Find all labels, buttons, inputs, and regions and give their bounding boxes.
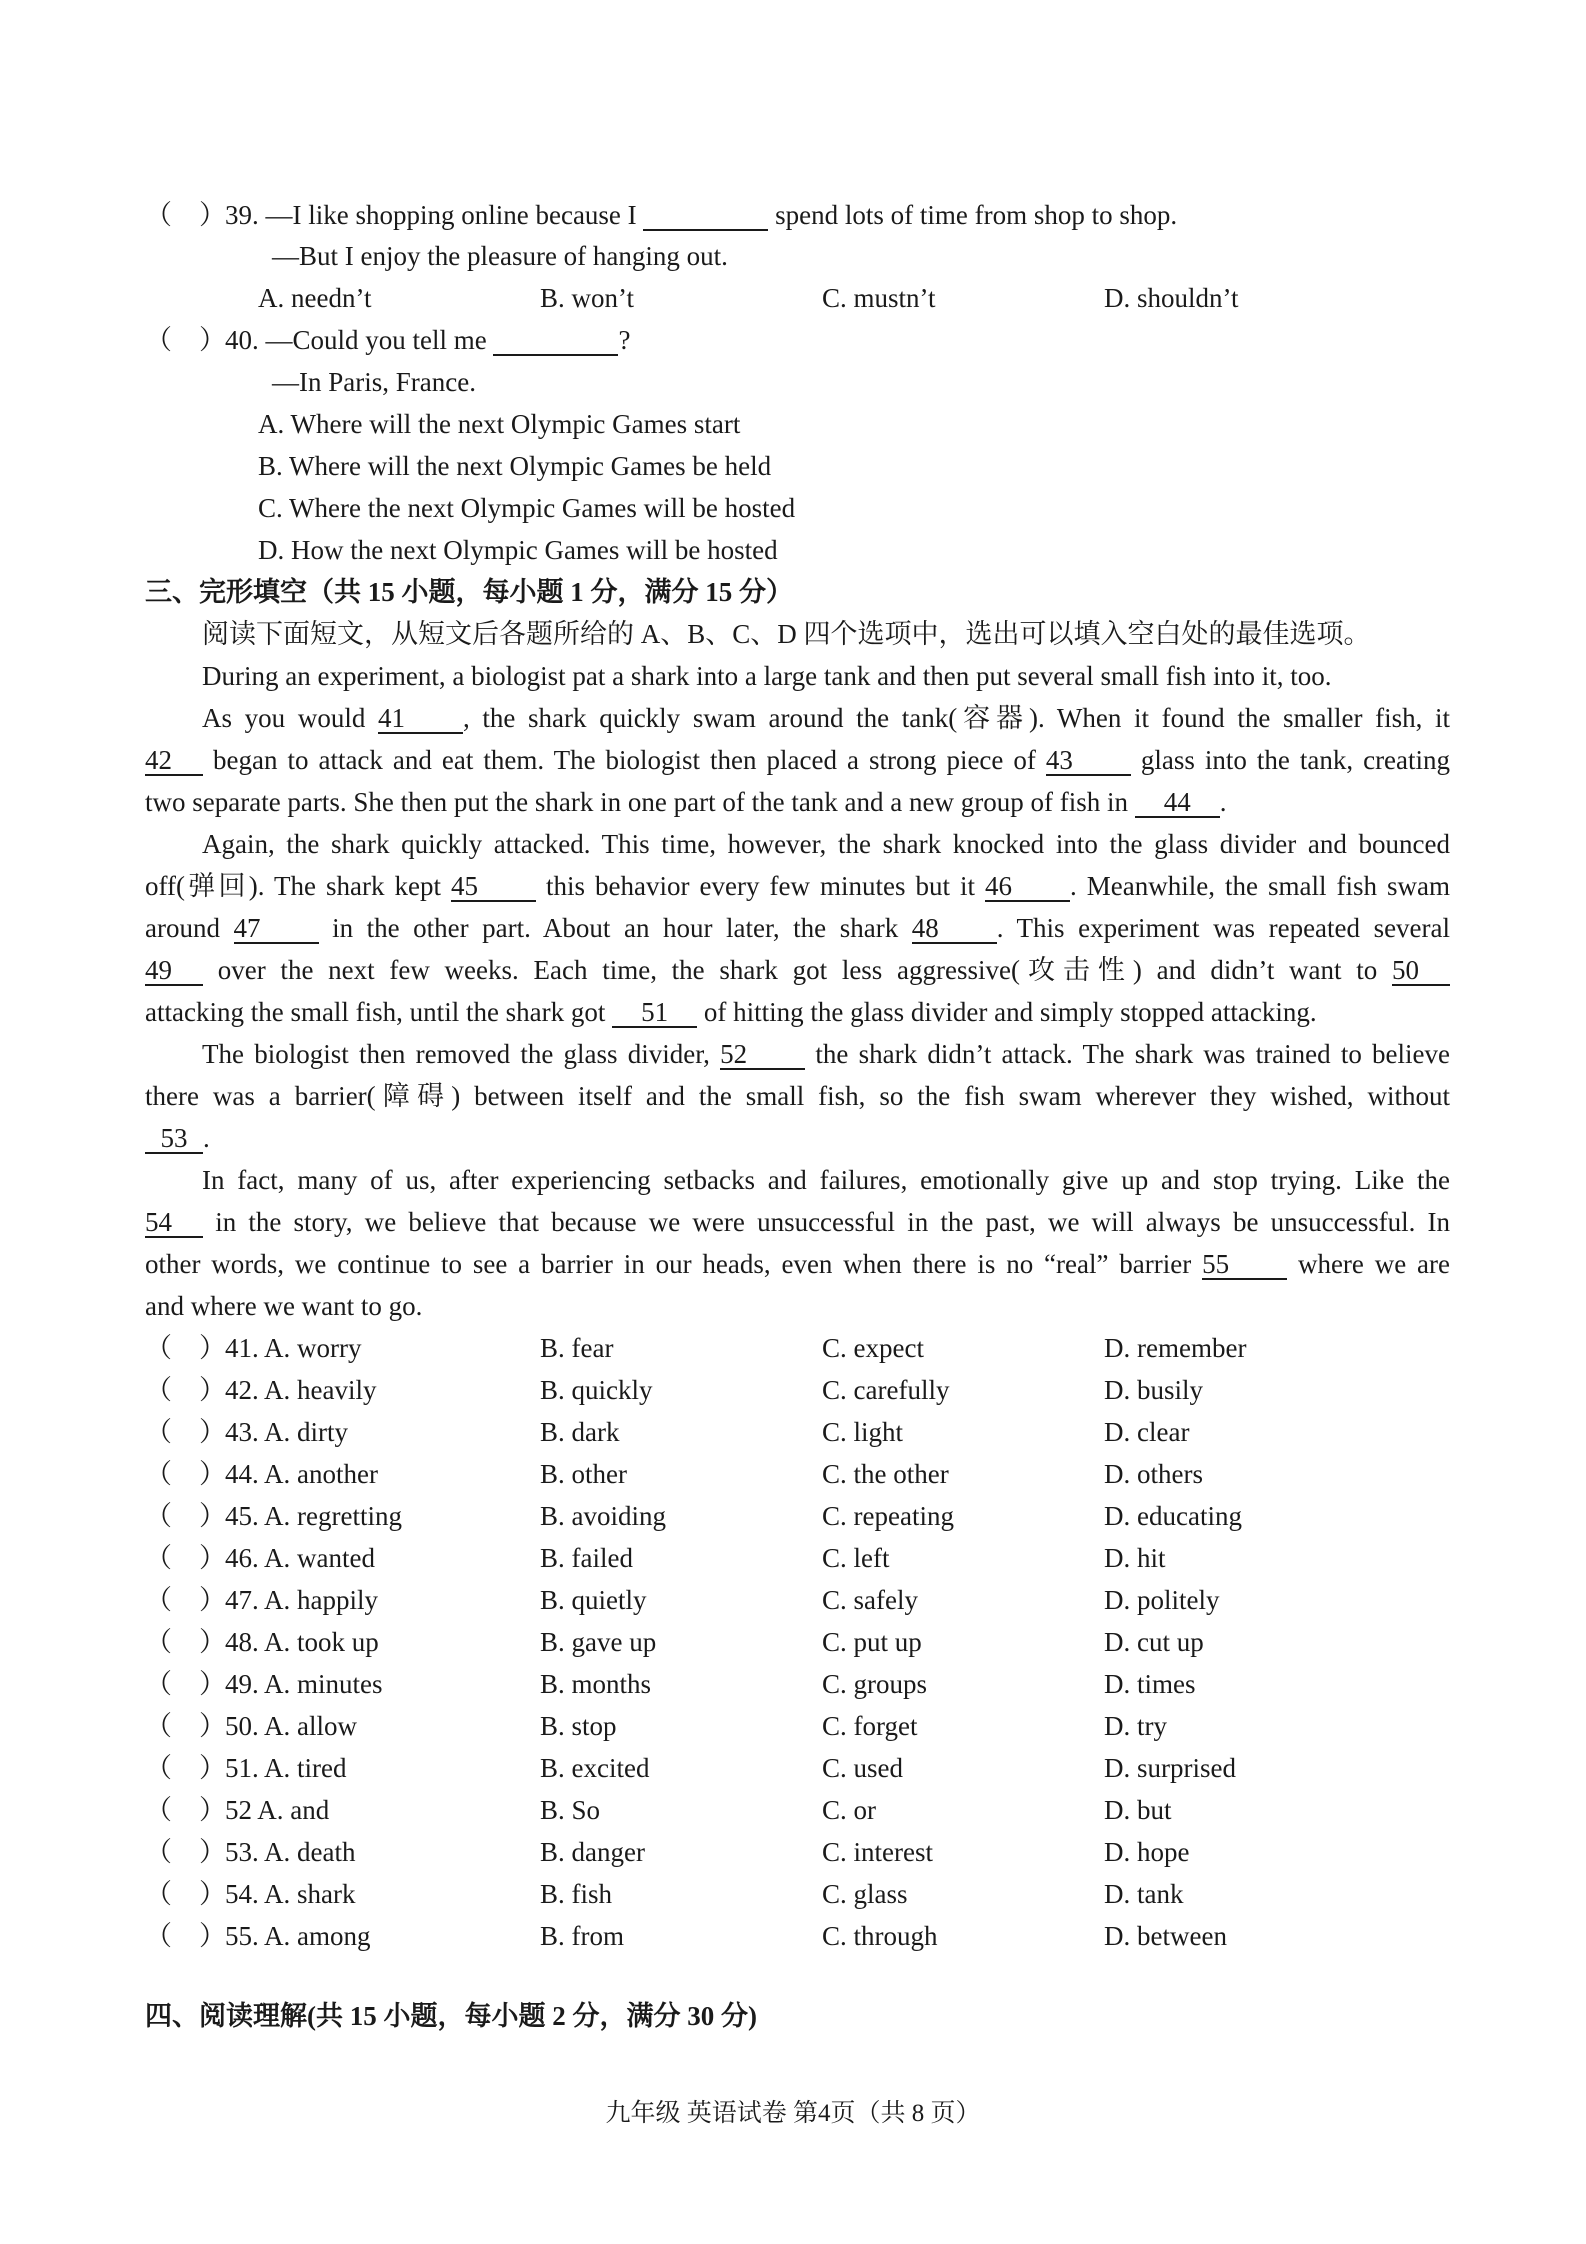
- option-d: D. try: [1104, 1711, 1167, 1741]
- passage-text: .: [203, 1123, 210, 1153]
- option-b: B. fear: [540, 1333, 614, 1363]
- option-a: 42. A. heavily: [225, 1375, 377, 1405]
- question-39-reply: —But I enjoy the pleasure of hanging out.: [272, 241, 728, 271]
- answer-bracket[interactable]: （ ）: [145, 1879, 226, 1909]
- option-d: D. shouldn’t: [1104, 283, 1239, 313]
- question-number-option-a: [145, 1920, 371, 1952]
- option-b: B. won’t: [540, 283, 635, 313]
- question-stem: 39. —I like shopping online because I: [225, 200, 637, 230]
- blank-52[interactable]: 52: [720, 1040, 805, 1070]
- option-b: B. So: [540, 1795, 601, 1825]
- blank-53[interactable]: 53: [145, 1124, 203, 1154]
- blank-43[interactable]: 43: [1046, 746, 1131, 776]
- question-mark: ?: [618, 325, 631, 355]
- question-number-option-a: [145, 1416, 348, 1448]
- option-a: 54. A. shark: [225, 1879, 356, 1909]
- passage-text: the shark didn’t attack. The shark was trained to believe: [815, 1039, 1451, 1069]
- option-b: B. gave up: [540, 1627, 657, 1657]
- option-d: D. between: [1104, 1921, 1227, 1951]
- option-a: 49. A. minutes: [225, 1669, 383, 1699]
- option-c: C. used: [822, 1753, 903, 1783]
- blank-48[interactable]: 48: [912, 914, 997, 944]
- passage-line: there was a barrier(障碍) between itself and the small fish, so the fish swam wherever they wished, without: [145, 1081, 1450, 1111]
- blank-54[interactable]: 54: [145, 1208, 203, 1238]
- option-c: C. Where the next Olympic Games will be hosted: [258, 493, 796, 523]
- page-footer: 九年级 英语试卷 第4页（共 8 页）: [605, 2100, 981, 2127]
- question-number-option-a: [145, 1374, 376, 1406]
- answer-bracket[interactable]: （ ）: [145, 1585, 226, 1615]
- question-number-option-a: [145, 1752, 347, 1784]
- question-stem: 40. —Could you tell me: [225, 325, 487, 355]
- passage-text: other words, we continue to see a barrier in our heads, even when there is no “real” barrier: [145, 1249, 1192, 1279]
- option-c: C. groups: [822, 1669, 928, 1699]
- option-d: D. times: [1104, 1669, 1196, 1699]
- option-d: D. tank: [1104, 1879, 1184, 1909]
- answer-bracket[interactable]: （ ）: [145, 1753, 226, 1783]
- option-b: B. quickly: [540, 1375, 653, 1405]
- question-number-option-a: [145, 1878, 356, 1910]
- passage-text: . Meanwhile, the small fish swam: [1070, 871, 1451, 901]
- answer-bracket[interactable]: （ ）: [145, 200, 226, 230]
- option-d: D. politely: [1104, 1585, 1220, 1615]
- question-number-option-a: [145, 1668, 383, 1700]
- passage-text: off(弹回). The shark kept: [145, 871, 441, 901]
- option-a: 53. A. death: [225, 1837, 356, 1867]
- option-c: C. mustn’t: [822, 283, 936, 313]
- answer-bracket[interactable]: （ ）: [145, 1375, 226, 1405]
- option-a: 43. A. dirty: [225, 1417, 349, 1447]
- option-d: D. busily: [1104, 1375, 1204, 1405]
- blank-49[interactable]: 49: [145, 956, 203, 986]
- passage-text: , the shark quickly swam around the tank(容器). When it found the smaller fish, it: [463, 703, 1451, 733]
- passage-text: over the next few weeks. Each time, the shark got less aggressive(攻击性) and didn’t want to: [217, 955, 1378, 985]
- question-stem-rest: spend lots of time from shop to shop.: [775, 200, 1178, 230]
- blank-41[interactable]: 41: [378, 704, 463, 734]
- option-a: 55. A. among: [225, 1921, 371, 1951]
- option-d: D. educating: [1104, 1501, 1242, 1531]
- answer-bracket[interactable]: （ ）: [145, 1837, 226, 1867]
- answer-bracket[interactable]: （ ）: [145, 1543, 226, 1573]
- option-b: B. danger: [540, 1837, 645, 1867]
- option-b: B. stop: [540, 1711, 617, 1741]
- blank-45[interactable]: 45: [451, 872, 536, 902]
- question-number-option-a: [145, 1710, 357, 1742]
- option-a: 44. A. another: [225, 1459, 378, 1489]
- option-b: B. quietly: [540, 1585, 647, 1615]
- option-d: D. clear: [1104, 1417, 1190, 1447]
- passage-text: As you would: [202, 703, 366, 733]
- passage-line: [145, 996, 1317, 1028]
- option-c: C. repeating: [822, 1501, 954, 1531]
- question-40: [145, 324, 630, 356]
- section-4-title: 四、阅读理解(共 15 小题，每小题 2 分，满分 30 分): [145, 2001, 757, 2031]
- option-c: C. expect: [822, 1333, 924, 1363]
- blank-55[interactable]: 55: [1202, 1250, 1287, 1280]
- passage-line: [202, 1038, 1450, 1070]
- passage-line: [145, 1206, 1450, 1238]
- question-number-option-a: [145, 1542, 375, 1574]
- answer-bracket[interactable]: （ ）: [145, 1459, 226, 1489]
- passage-text: in the story, we believe that because we were unsuccessful in the past, we will always be unsuccessful. In: [215, 1207, 1451, 1237]
- passage-text: two separate parts. She then put the shark in one part of the tank and a new group of fish in: [145, 787, 1128, 817]
- passage-text: began to attack and eat them. The biologist then placed a strong piece of: [213, 745, 1036, 775]
- blank-47[interactable]: 47: [234, 914, 319, 944]
- option-a: 51. A. tired: [225, 1753, 347, 1783]
- answer-bracket[interactable]: （ ）: [145, 1795, 226, 1825]
- passage-line: [202, 702, 1450, 734]
- option-a: 46. A. wanted: [225, 1543, 375, 1573]
- question-number-option-a: [145, 1836, 355, 1868]
- option-b: B. failed: [540, 1543, 633, 1573]
- question-number-option-a: [145, 1458, 378, 1490]
- passage-line: [145, 954, 1450, 986]
- passage-line: [145, 912, 1450, 944]
- question-number-option-a: [145, 1584, 378, 1616]
- answer-bracket[interactable]: （ ）: [145, 1627, 226, 1657]
- passage-text: The biologist then removed the glass divider,: [202, 1039, 710, 1069]
- passage-line: [145, 744, 1450, 776]
- question-40-reply: —In Paris, France.: [272, 367, 476, 397]
- option-d: D. but: [1104, 1795, 1172, 1825]
- passage-text: glass into the tank, creating: [1140, 745, 1451, 775]
- answer-bracket[interactable]: （ ）: [145, 1333, 226, 1363]
- option-d: D. How the next Olympic Games will be hosted: [258, 535, 778, 565]
- option-a: 48. A. took up: [225, 1627, 379, 1657]
- option-b: B. months: [540, 1669, 652, 1699]
- option-c: C. safely: [822, 1585, 918, 1615]
- question-39: [145, 199, 1177, 231]
- option-c: C. carefully: [822, 1375, 950, 1405]
- answer-bracket[interactable]: （ ）: [145, 325, 226, 355]
- passage-text: around: [145, 913, 220, 943]
- option-a: 45. A. regretting: [225, 1501, 402, 1531]
- option-c: C. forget: [822, 1711, 918, 1741]
- option-c: C. through: [822, 1921, 938, 1951]
- option-a: 52 A. and: [225, 1795, 330, 1825]
- option-b: B. Where will the next Olympic Games be held: [258, 451, 772, 481]
- answer-bracket[interactable]: （ ）: [145, 1417, 226, 1447]
- passage-line: [145, 786, 1226, 818]
- passage-text: . This experiment was repeated several: [996, 913, 1451, 943]
- option-a: 41. A. worry: [225, 1333, 362, 1363]
- passage-line: In fact, many of us, after experiencing setbacks and failures, emotionally give up and stop trying. Like the: [202, 1165, 1450, 1195]
- option-d: D. hit: [1104, 1543, 1166, 1573]
- question-number-option-a: [145, 1500, 402, 1532]
- passage-text: in the other part. About an hour later, the shark: [332, 913, 899, 943]
- passage-text: .: [1219, 787, 1227, 817]
- option-b: B. fish: [540, 1879, 613, 1909]
- option-b: B. other: [540, 1459, 627, 1489]
- option-d: D. cut up: [1104, 1627, 1204, 1657]
- option-a: 47. A. happily: [225, 1585, 378, 1615]
- answer-bracket[interactable]: （ ）: [145, 1501, 226, 1531]
- option-a: A. Where will the next Olympic Games start: [258, 409, 741, 439]
- answer-blank[interactable]: [643, 201, 768, 231]
- question-number-option-a: [145, 1332, 362, 1364]
- option-c: C. light: [822, 1417, 904, 1447]
- answer-bracket[interactable]: （ ）: [145, 1711, 226, 1741]
- blank-44[interactable]: 44: [1135, 788, 1220, 818]
- section-3-title: 三、完形填空（共 15 小题，每小题 1 分，满分 15 分）: [145, 577, 793, 607]
- passage-text: attacking the small fish, until the shark got: [145, 997, 606, 1027]
- question-number-option-a: [145, 1794, 329, 1826]
- passage-text: where we are: [1297, 1249, 1451, 1279]
- passage-line: [145, 1248, 1450, 1280]
- passage-text: of hitting the glass divider and simply stopped attacking.: [703, 997, 1317, 1027]
- passage-line: and where we want to go.: [145, 1291, 423, 1321]
- passage-line: Again, the shark quickly attacked. This time, however, the shark knocked into the glass divider and bounced: [202, 829, 1450, 859]
- answer-bracket[interactable]: （ ）: [145, 1669, 226, 1699]
- option-d: D. hope: [1104, 1837, 1190, 1867]
- answer-blank[interactable]: [493, 326, 618, 356]
- option-d: D. remember: [1104, 1333, 1247, 1363]
- option-c: C. the other: [822, 1459, 949, 1489]
- answer-bracket[interactable]: （ ）: [145, 1921, 226, 1951]
- option-c: C. or: [822, 1795, 876, 1825]
- option-c: C. left: [822, 1543, 890, 1573]
- option-b: B. avoiding: [540, 1501, 666, 1531]
- option-c: C. glass: [822, 1879, 908, 1909]
- passage-intro: During an experiment, a biologist pat a shark into a large tank and then put several small fish into it, too.: [202, 661, 1332, 691]
- passage-line: [145, 870, 1450, 902]
- option-b: B. excited: [540, 1753, 650, 1783]
- section-3-instruction: 阅读下面短文，从短文后各题所给的 A、B、C、D 四个选项中，选出可以填入空白处的最佳选项。: [202, 619, 1371, 649]
- option-d: D. surprised: [1104, 1753, 1236, 1783]
- question-number-option-a: [145, 1626, 379, 1658]
- option-a: A. needn’t: [258, 283, 372, 313]
- blank-46[interactable]: 46: [985, 872, 1070, 902]
- option-c: C. interest: [822, 1837, 933, 1867]
- blank-51[interactable]: 51: [612, 998, 697, 1028]
- option-a: 50. A. allow: [225, 1711, 357, 1741]
- option-c: C. put up: [822, 1627, 922, 1657]
- blank-42[interactable]: 42: [145, 746, 203, 776]
- option-d: D. others: [1104, 1459, 1203, 1489]
- passage-line: [145, 1122, 210, 1154]
- option-b: B. from: [540, 1921, 624, 1951]
- blank-50[interactable]: 50: [1392, 956, 1450, 986]
- passage-text: this behavior every few minutes but it: [546, 871, 976, 901]
- option-b: B. dark: [540, 1417, 620, 1447]
